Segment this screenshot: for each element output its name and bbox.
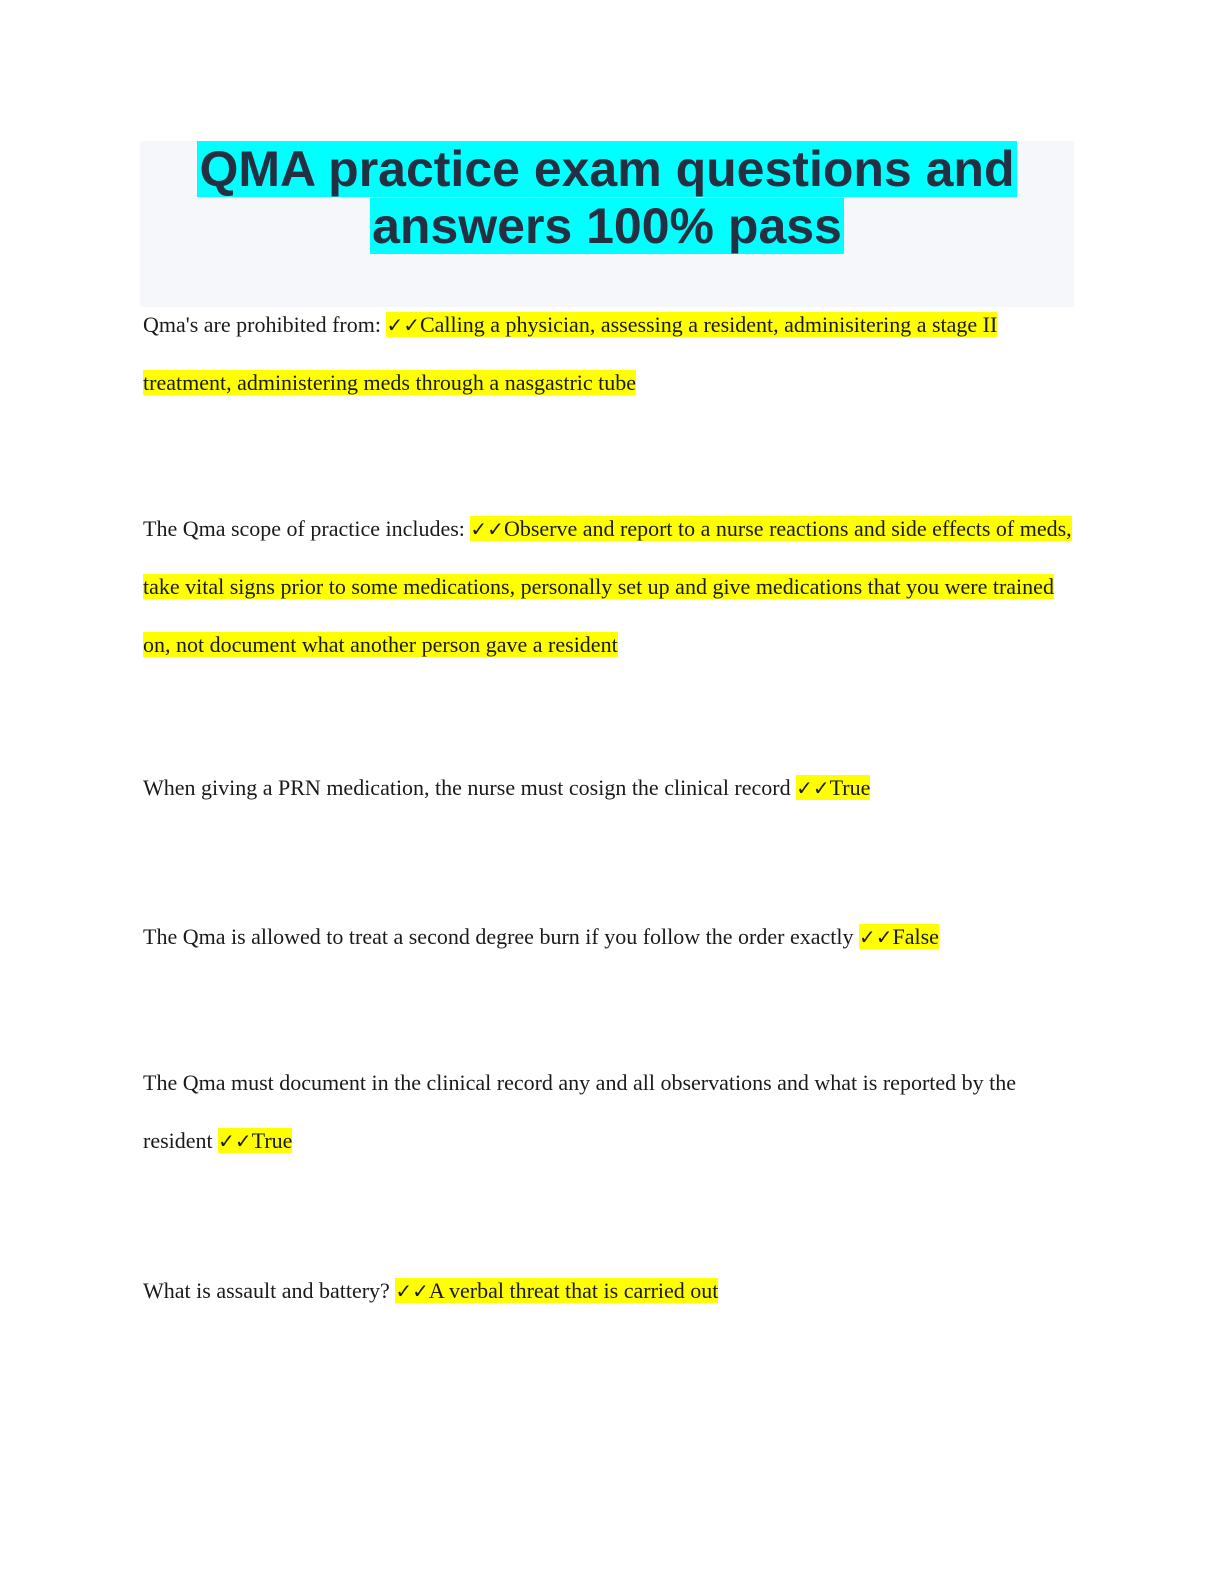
double-check-icon: ✓✓	[395, 1279, 429, 1303]
qa-item	[143, 908, 1078, 966]
answer-highlight	[859, 924, 939, 949]
answer-text: Calling a physician, assessing a resident, adminisitering a stage II treatment, administering meds through a nasgastric tube	[143, 312, 998, 395]
answer-highlight	[395, 1278, 718, 1303]
answer-text: False	[892, 924, 939, 949]
double-check-icon: ✓✓	[386, 313, 420, 337]
answer-highlight	[218, 1128, 292, 1153]
qa-item	[143, 1054, 1078, 1170]
answer-text: True	[829, 775, 871, 800]
answer-text: A verbal threat that is carried out	[428, 1278, 719, 1303]
question-text: The Qma must document in the clinical record any and all observations and what is reported by the resident	[143, 1070, 1017, 1153]
double-check-icon: ✓✓	[796, 776, 830, 800]
qa-item	[143, 500, 1078, 674]
answer-text: True	[251, 1128, 293, 1153]
document-title	[140, 141, 1074, 255]
qa-item	[143, 759, 1078, 817]
title-panel	[140, 141, 1074, 307]
double-check-icon: ✓✓	[218, 1129, 252, 1153]
question-text: When giving a PRN medication, the nurse must cosign the clinical record	[143, 775, 797, 800]
question-text: The Qma is allowed to treat a second degree burn if you follow the order exactly	[143, 924, 859, 949]
double-check-icon: ✓✓	[470, 517, 504, 541]
answer-text: Observe and report to a nurse reactions and side effects of meds, take vital signs prior to some medications, personally set up and give medications that you were trained on, not document what another person gave a resident	[143, 516, 1072, 657]
qa-item	[143, 1262, 1078, 1320]
question-text: Qma's are prohibited from:	[143, 312, 387, 337]
double-check-icon: ✓✓	[858, 925, 893, 949]
qa-item	[143, 296, 1078, 412]
question-text: The Qma scope of practice includes:	[143, 516, 471, 541]
answer-highlight	[796, 775, 870, 800]
question-text: What is assault and battery?	[143, 1278, 396, 1303]
document-title-text: QMA practice exam questions and answers 100% pass	[199, 141, 1015, 254]
